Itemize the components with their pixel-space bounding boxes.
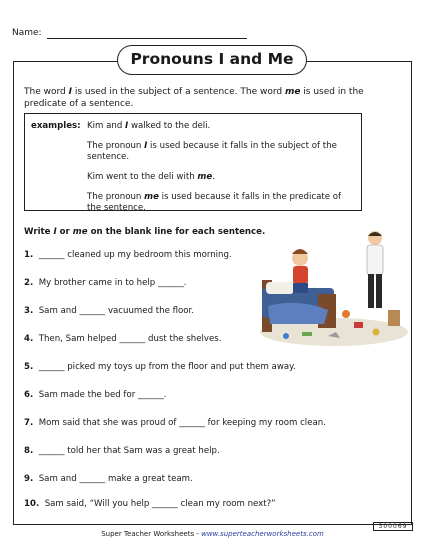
question-8[interactable]: 8. ______ told her that Sam was a great help.: [24, 446, 220, 456]
question-6[interactable]: 6. Sam made the bed for ______.: [24, 390, 167, 400]
bedroom-illustration: [258, 228, 410, 350]
question-7[interactable]: 7. Mom said that she was proud of ______ for keeping my room clean.: [24, 418, 326, 428]
question-5[interactable]: 5. ______ picked my toys up from the floor and put them away.: [24, 362, 296, 372]
question-4[interactable]: 4. Then, Sam helped ______ dust the shelves.: [24, 334, 222, 344]
directions: Write I or me on the blank line for each sentence.: [24, 227, 266, 237]
examples-label: examples:: [31, 121, 81, 131]
explanation-1: The pronoun I is used because it falls in the subject of the sentence.: [87, 141, 337, 162]
worksheet-code: 300069: [373, 522, 413, 531]
question-9[interactable]: 9. Sam and ______ make a great team.: [24, 474, 193, 484]
name-label: Name:: [12, 28, 42, 38]
example-1: Kim and I walked to the deli.: [87, 121, 211, 131]
question-1[interactable]: 1. ______ cleaned up my bedroom this morning.: [24, 250, 232, 260]
question-10[interactable]: 10. Sam said, “Will you help ______ clean my room next?”: [24, 499, 276, 509]
footer: Super Teacher Worksheets - www.superteacherworksheets.com: [101, 530, 324, 538]
question-2[interactable]: 2. My brother came in to help ______.: [24, 278, 187, 288]
name-line[interactable]: [47, 38, 247, 39]
page-title: Pronouns I and Me: [117, 45, 307, 75]
intro-text: The word I is used in the subject of a sentence. The word me is used in the predicate of a sentence.: [24, 87, 364, 109]
footer-url[interactable]: www.superteacherworksheets.com: [201, 530, 324, 538]
explanation-2: The pronoun me is used because it falls in the predicate of the sentence.: [87, 192, 342, 213]
example-2: Kim went to the deli with me.: [87, 172, 215, 182]
question-3[interactable]: 3. Sam and ______ vacuumed the floor.: [24, 306, 195, 316]
examples-box: [24, 113, 362, 211]
